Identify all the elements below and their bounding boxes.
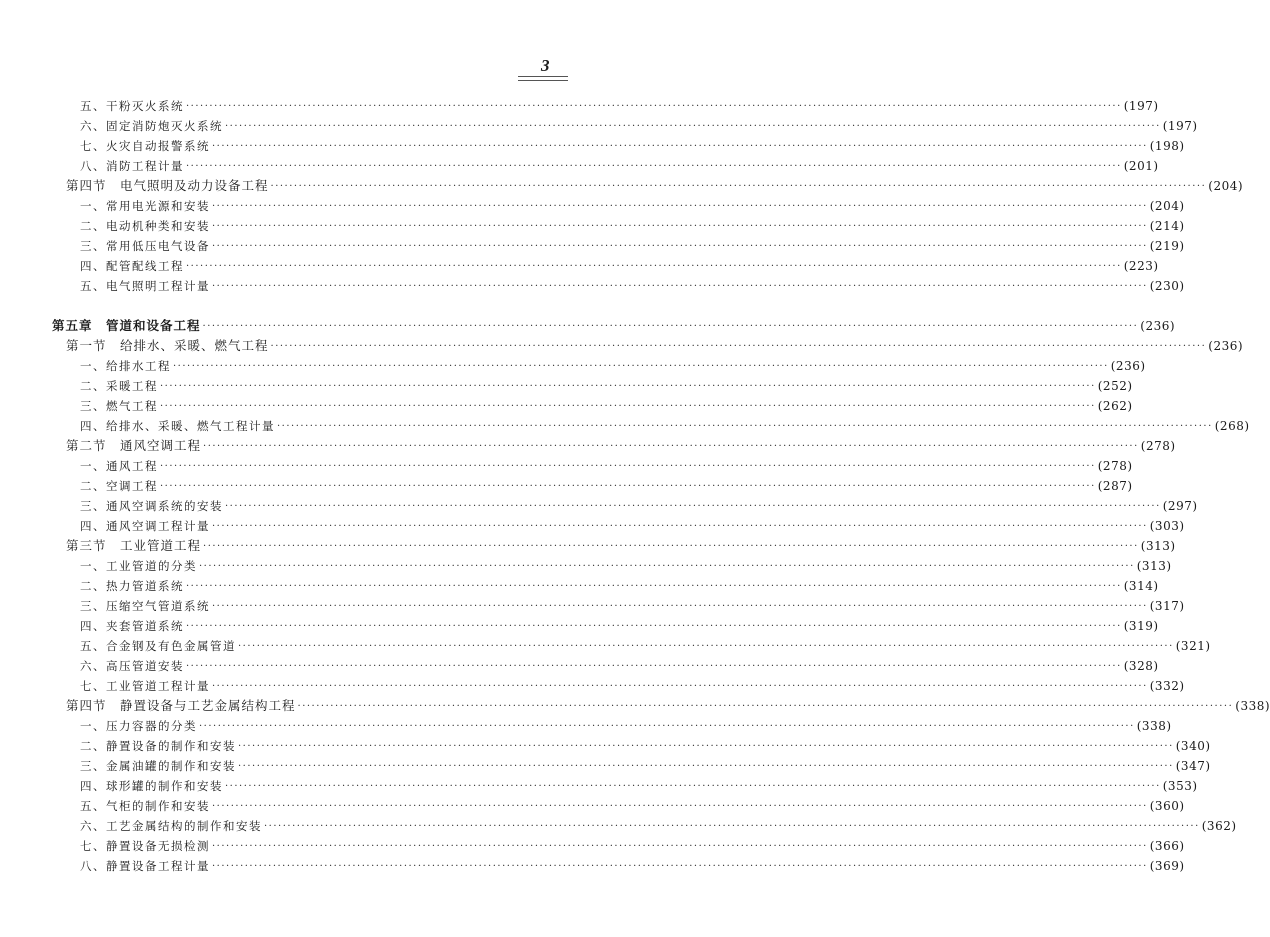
dot-leader: ········································································································································································································ <box>202 321 1139 332</box>
toc-entry-title: 三、通风空调系统的安装 <box>80 498 223 513</box>
toc-entry-title: 二、空调工程 <box>80 478 158 493</box>
toc-entry-section <box>66 432 1176 453</box>
toc-entry-title: 七、工业管道工程计量 <box>80 678 210 693</box>
toc-entry-page: (236) <box>1208 339 1244 353</box>
toc-entry-item <box>80 732 1211 753</box>
toc-entry-page: (278) <box>1140 439 1176 453</box>
toc-entry-title: 五、气柜的制作和安装 <box>80 798 210 813</box>
toc-entry-item <box>80 212 1185 233</box>
toc-entry-item <box>80 392 1133 413</box>
toc-entry-item <box>80 472 1133 493</box>
dot-leader: ········································································································································································································ <box>270 341 1207 352</box>
toc-entry-item <box>80 712 1172 733</box>
toc-entry-title: 一、通风工程 <box>80 458 158 473</box>
toc-entry-item <box>80 612 1159 633</box>
toc-entry-page: (223) <box>1123 259 1159 273</box>
dot-leader: ········································································································································································································ <box>212 861 1148 872</box>
toc-entry-item <box>80 812 1237 833</box>
toc-entry-item <box>80 852 1185 873</box>
toc-entry-item <box>80 372 1133 393</box>
toc-entry-title: 一、压力容器的分类 <box>80 718 197 733</box>
toc-entry-page: (313) <box>1140 539 1176 553</box>
toc-entry-item <box>80 252 1159 273</box>
toc-entry-page: (353) <box>1162 779 1198 793</box>
toc-entry-item <box>80 632 1211 653</box>
toc-entry-page: (369) <box>1149 859 1185 873</box>
toc-entry-title: 五、干粉灭火系统 <box>80 98 184 113</box>
toc-entry-title: 三、燃气工程 <box>80 398 158 413</box>
toc-entry-section <box>66 532 1176 553</box>
page-number: 3 <box>541 56 550 75</box>
dot-leader: ········································································································································································································ <box>160 401 1096 412</box>
toc-entry-item <box>80 352 1146 373</box>
toc-entry-title: 三、金属油罐的制作和安装 <box>80 758 236 773</box>
dot-leader: ········································································································································································································ <box>212 521 1148 532</box>
header-rule <box>518 76 568 81</box>
toc-entry-page: (340) <box>1175 739 1211 753</box>
toc-entry-item <box>80 512 1185 533</box>
toc-entry-page: (204) <box>1208 179 1244 193</box>
toc-entry-item <box>80 192 1185 213</box>
toc-entry-title: 四、通风空调工程计量 <box>80 518 210 533</box>
toc-entry-item <box>80 652 1159 673</box>
toc-entry-page: (332) <box>1149 679 1185 693</box>
dot-leader: ········································································································································································································ <box>212 241 1148 252</box>
toc-entry-item <box>80 152 1159 173</box>
toc-entry-title: 第四节 电气照明及动力设备工程 <box>66 177 269 193</box>
toc-entry-item <box>80 92 1159 113</box>
toc-entry-page: (338) <box>1136 719 1172 733</box>
toc-entry-section <box>66 332 1244 353</box>
dot-leader: ········································································································································································································ <box>203 441 1139 452</box>
toc-entry-page: (366) <box>1149 839 1185 853</box>
toc-entry-item <box>80 272 1185 293</box>
toc-entry-page: (287) <box>1097 479 1133 493</box>
toc-entry-item <box>80 552 1172 573</box>
toc-entry-section <box>66 692 1270 713</box>
dot-leader: ········································································································································································································ <box>212 841 1148 852</box>
toc-entry-title: 八、静置设备工程计量 <box>80 858 210 873</box>
toc-entry-page: (236) <box>1140 319 1176 333</box>
toc-entry-title: 第五章 管道和设备工程 <box>52 317 201 333</box>
dot-leader: ········································································································································································································ <box>186 661 1122 672</box>
dot-leader: ········································································································································································································ <box>186 161 1122 172</box>
toc-entry-page: (317) <box>1149 599 1185 613</box>
dot-leader: ········································································································································································································ <box>212 221 1148 232</box>
toc-entry-title: 四、夹套管道系统 <box>80 618 184 633</box>
toc-entry-title: 一、给排水工程 <box>80 358 171 373</box>
dot-leader: ········································································································································································································ <box>186 261 1122 272</box>
toc-entry-title: 第三节 工业管道工程 <box>66 537 202 553</box>
toc-entry-item <box>80 672 1185 693</box>
toc-entry-title: 二、采暖工程 <box>80 378 158 393</box>
toc-entry-title: 六、固定消防炮灭火系统 <box>80 118 223 133</box>
toc-entry-item <box>80 412 1250 433</box>
dot-leader: ········································································································································································································ <box>212 281 1148 292</box>
toc-entry-page: (319) <box>1123 619 1159 633</box>
dot-leader: ········································································································································································································ <box>212 681 1148 692</box>
toc-entry-item <box>80 772 1198 793</box>
toc-entry-section <box>66 172 1244 193</box>
toc-entry-title: 五、电气照明工程计量 <box>80 278 210 293</box>
toc-entry-page: (297) <box>1162 499 1198 513</box>
toc-entry-title: 七、静置设备无损检测 <box>80 838 210 853</box>
toc-entry-title: 四、给排水、采暖、燃气工程计量 <box>80 418 275 433</box>
toc-entry-page: (197) <box>1162 119 1198 133</box>
toc-entry-title: 一、工业管道的分类 <box>80 558 197 573</box>
dot-leader: ········································································································································································································ <box>238 761 1174 772</box>
toc-entry-page: (204) <box>1149 199 1185 213</box>
dot-leader: ········································································································································································································ <box>212 601 1148 612</box>
dot-leader: ········································································································································································································ <box>238 741 1174 752</box>
toc-entry-page: (278) <box>1097 459 1133 473</box>
toc-entry-title: 三、常用低压电气设备 <box>80 238 210 253</box>
toc-entry-page: (214) <box>1149 219 1185 233</box>
toc-entry-page: (262) <box>1097 399 1133 413</box>
toc-entry-item <box>80 752 1211 773</box>
toc-entry-title: 四、配管配线工程 <box>80 258 184 273</box>
dot-leader: ········································································································································································································ <box>186 101 1122 112</box>
dot-leader: ········································································································································································································ <box>186 581 1122 592</box>
toc-entry-page: (236) <box>1110 359 1146 373</box>
toc-entry-page: (219) <box>1149 239 1185 253</box>
toc-entry-title: 二、热力管道系统 <box>80 578 184 593</box>
dot-leader: ········································································································································································································ <box>225 781 1161 792</box>
toc-entry-title: 四、球形罐的制作和安装 <box>80 778 223 793</box>
toc-entry-title: 六、工艺金属结构的制作和安装 <box>80 818 262 833</box>
toc-entry-page: (198) <box>1149 139 1185 153</box>
toc-entry-title: 第二节 通风空调工程 <box>66 437 202 453</box>
toc-entry-title: 二、电动机种类和安装 <box>80 218 210 233</box>
dot-leader: ········································································································································································································ <box>297 701 1234 712</box>
toc-entry-title: 第四节 静置设备与工艺金属结构工程 <box>66 697 296 713</box>
toc-entry-item <box>80 232 1185 253</box>
toc-entry-page: (268) <box>1214 419 1250 433</box>
toc-entry-title: 第一节 给排水、采暖、燃气工程 <box>66 337 269 353</box>
dot-leader: ········································································································································································································ <box>225 501 1161 512</box>
toc-entry-page: (362) <box>1201 819 1237 833</box>
dot-leader: ········································································································································································································ <box>212 801 1148 812</box>
toc-entry-title: 六、高压管道安装 <box>80 658 184 673</box>
toc-entry-page: (197) <box>1123 99 1159 113</box>
toc-entry-title: 五、合金钢及有色金属管道 <box>80 638 236 653</box>
toc-entry-title: 二、静置设备的制作和安装 <box>80 738 236 753</box>
toc-entry-item <box>80 792 1185 813</box>
toc-entry-chapter <box>52 312 1176 333</box>
toc-entry-item <box>80 832 1185 853</box>
dot-leader: ········································································································································································································ <box>160 461 1096 472</box>
dot-leader: ········································································································································································································ <box>160 481 1096 492</box>
toc-entry-item <box>80 492 1198 513</box>
toc-entry-item <box>80 112 1198 133</box>
dot-leader: ········································································································································································································ <box>186 621 1122 632</box>
toc-entry-page: (321) <box>1175 639 1211 653</box>
dot-leader: ········································································································································································································ <box>212 141 1148 152</box>
dot-leader: ········································································································································································································ <box>225 121 1161 132</box>
toc-entry-item <box>80 572 1159 593</box>
toc-entry-page: (252) <box>1097 379 1133 393</box>
toc-entry-page: (313) <box>1136 559 1172 573</box>
toc-entry-page: (347) <box>1175 759 1211 773</box>
toc-entry-page: (360) <box>1149 799 1185 813</box>
dot-leader: ········································································································································································································ <box>277 421 1213 432</box>
toc-entry-title: 七、火灾自动报警系统 <box>80 138 210 153</box>
dot-leader: ········································································································································································································ <box>173 361 1109 372</box>
toc-entry-title: 八、消防工程计量 <box>80 158 184 173</box>
toc-entry-title: 三、压缩空气管道系统 <box>80 598 210 613</box>
dot-leader: ········································································································································································································ <box>199 721 1135 732</box>
toc-entry-page: (314) <box>1123 579 1159 593</box>
dot-leader: ········································································································································································································ <box>270 181 1207 192</box>
toc-entry-item <box>80 452 1133 473</box>
dot-leader: ········································································································································································································ <box>203 541 1139 552</box>
dot-leader: ········································································································································································································ <box>199 561 1135 572</box>
dot-leader: ········································································································································································································ <box>160 381 1096 392</box>
toc-entry-page: (230) <box>1149 279 1185 293</box>
dot-leader: ········································································································································································································ <box>264 821 1200 832</box>
toc-entry-item <box>80 592 1185 613</box>
toc-entry-item <box>80 132 1185 153</box>
toc-entry-page: (338) <box>1235 699 1270 713</box>
toc-entry-page: (328) <box>1123 659 1159 673</box>
toc-entry-page: (201) <box>1123 159 1159 173</box>
toc-entry-title: 一、常用电光源和安装 <box>80 198 210 213</box>
dot-leader: ········································································································································································································ <box>238 641 1174 652</box>
toc-entry-page: (303) <box>1149 519 1185 533</box>
dot-leader: ········································································································································································································ <box>212 201 1148 212</box>
